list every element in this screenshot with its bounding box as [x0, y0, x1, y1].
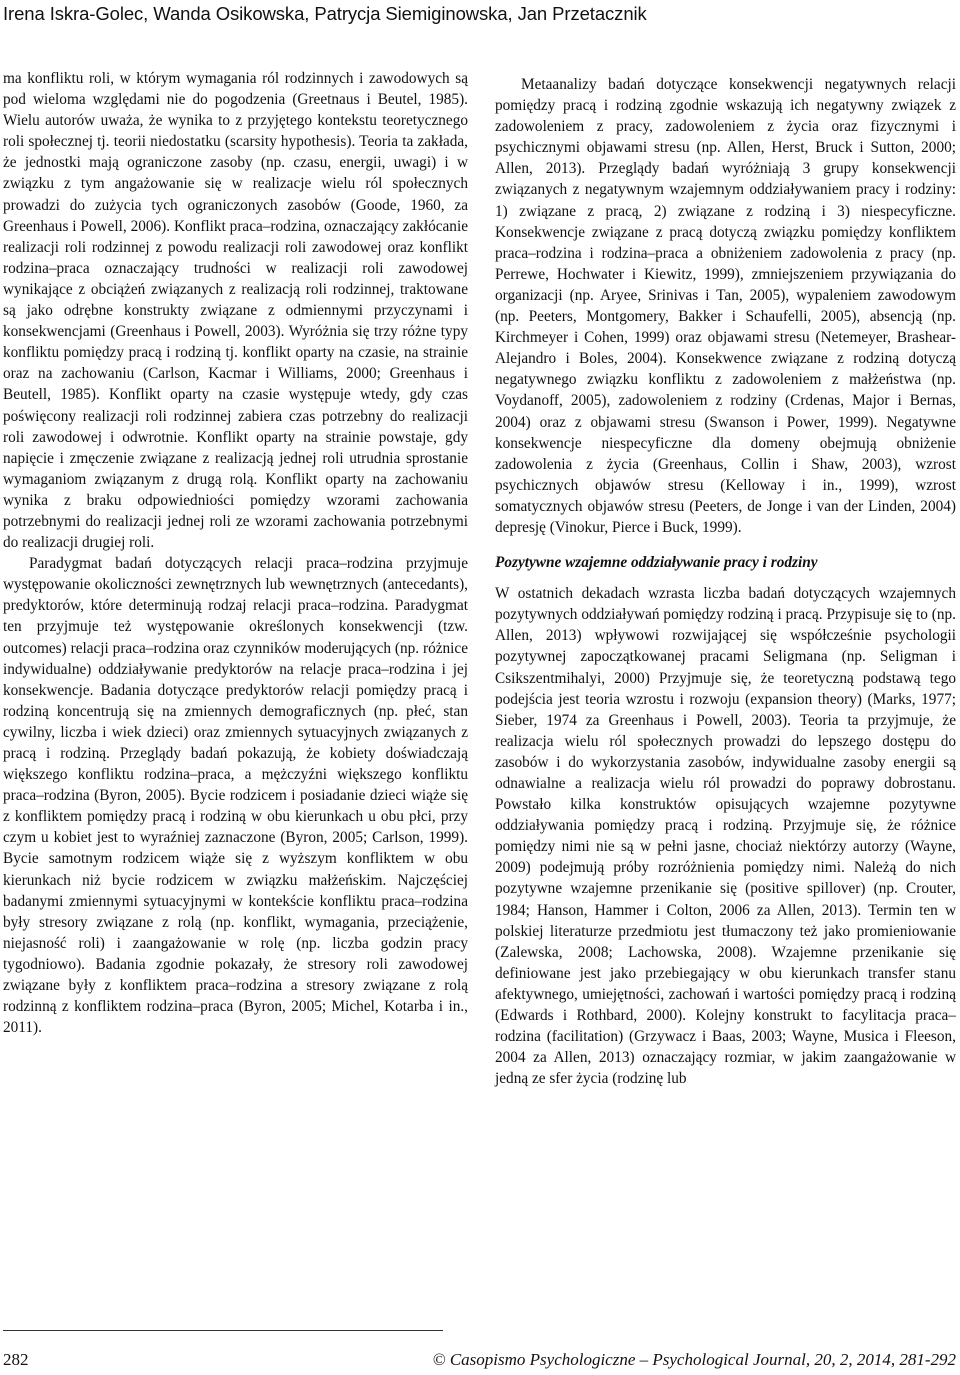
right-column [495, 74, 956, 1089]
section-subheading: Pozytywne wzajemne oddziaływanie pracy i rodziny [495, 554, 818, 572]
running-header [0, 0, 960, 32]
right-paragraph-1: Metaanalizy badań dotyczące konsekwencji negatywnych relacji pomiędzy pracą i rodziną zgodnie wskazują ich negatywny związek z zadowoleniem z pracy, zadowoleniem z życia oraz fizycznymi i psychicznymi objawami stresu (np. Allen, Herst, Bruck i Sutton, 2000; Allen, 2013). Przeglądy badań wyróżniają 3 grupy konsekwencji związanych z negatywnym wzajemnym oddziaływaniem pracy i rodziny: 1) związane z pracą, 2) związane z rodziną i 3) niespecyficzne. Konsekwencje związane z pracą dotyczą związku pomiędzy konfliktem praca–rodzina i rodzina–praca a obniżeniem zadowolenia z pracy (np. Perrewe, Hochwater i Kiewitz, 1999), zmniejszeniem przywiązania do organizacji (np. Aryee, Srinivas i Tan, 2005), wypaleniem zawodowym (np. Peeters, Montgomery, Bakker i Schaufelli, 2005), absencją (np. Kirchmeyer i Cohen, 1999) oraz objawami stresu (Netemeyer, Brashear-Alejandro i Boles, 2004). Konsekwence związane z rodziną dotyczą negatywnego związku konfliktu z zadowoleniem z małżeństwa (np. Voydanoff, 2005), zadowoleniem z rodziny (Crdenas, Major i Bernas, 2004) oraz z objawami stresu (Swanson i Power, 1999). Negatywne konsekwencje niespecyficzne dla domeny obejmują obniżenie zadowolenia z życia (Greenhaus, Collin i Shaw, 2003), wzrost psychicznych objawów stresu (Kelloway i in., 1999), wzrost somatycznych objawów stresu (Peeters, de Jonge i van der Linden, 2004) depresję (Vinokur, Pierce i Buck, 1999). [495, 76, 956, 536]
left-column [3, 68, 468, 1038]
header-authors: Irena Iskra-Golec, Wanda Osikowska, Patrycja Siemiginowska, Jan Przetacznik [3, 3, 647, 24]
right-paragraph-2: W ostatnich dekadach wzrasta liczba badań dotyczących wzajemnych pozytywnych oddziaływań pomiędzy rodziną i pracą. Przypisuje się to (np. Allen, 2013) wpływowi rozwijającej się współcześnie psychologii pozytywnej zapoczątkowanej pracami Seligmana (np. Seligman i Csikszentmihalyi, 2000) Przyjmuje się, że teoretyczną podstawą tego podejścia jest teoria wzrostu i rozwoju (expansion theory) (Marks, 1977; Sieber, 1974 za Greenhaus i Powell, 2003). Teoria ta przyjmuje, że realizacja wielu ról społecznych prowadzi do lepszego dostępu do zasobów i do wykorzystania zasobów, indywidualne zasoby energii są odnawialne a realizacja wielu ról prowadzi do poprawy dobrostanu. Powstało kilka konstruktów opisujących wzajemne pozytywne oddziaływania pomiędzy pracą i rodziną. Przyjmuje się, że różnice pomiędzy nimi nie są w pełni jasne, chociaż niektórzy autorzy (Wayne, 2009) podejmują próby rozróżnienia pomiędzy nimi. Należą do nich pozytywne wzajemne przenikanie się (positive spillover) (np. Crouter, 1984; Hanson, Hammer i Colton, 2006 za Allen, 2013). Termin ten w polskiej literaturze przedmiotu jest tłumaczony też jako promieniowanie (Zalewska, 2008; Lachowska, 2008). Wzajemne przenikanie się definiowane jest jako przebiegający w obu kierunkach transfer stanu afektywnego, umiejętności, zachowań i wartości pomiędzy pracą i rodziną (Edwards i Rothbard, 2000). Kolejny konstrukt to facylitacja praca–rodzina (facilitation) (Grzywacz i Baas, 2003; Wayne, Musica i Fleeson, 2004 za Allen, 2013) oznaczający rozmiar, w jakim zaangażowanie w jedną ze sfer życia (rodzinę lub [495, 585, 956, 1088]
left-paragraph-1: ma konfliktu roli, w którym wymagania ról rodzinnych i zawodowych są pod wieloma względami nie do pogodzenia (Greetnaus i Beutel, 1985). Wielu autorów uważa, że wynika to z przyjętego kontekstu teoretycznego roli społecznej tj. teorii niedostatku (scarsity hypothesis). Teoria ta zakłada, że jednostki mają ograniczone zasoby (np. czasu, energii, uwagi) i w związku z tym angażowanie się w realizacje wielu ról społecznych prowadzi do zużycia tych ograniczonych zasobów (Goode, 1960, za Greenhaus i Powell, 2006). Konflikt praca–rodzina, oznaczający zakłócanie realizacji roli rodzinnej z powodu realizacji roli zawodowej oraz konflikt rodzina–praca oznaczający trudności w realizacji roli zawodowej wynikające z obciążeń związanych z realizacją roli rodzinnej, traktowane są jako odrębne konstrukty związane z odmiennymi przyczynami i konsekwencjami (Greenhaus i Powell, 2003). Wyróżnia się trzy różne typy konfliktu pomiędzy pracą i rodziną tj. konflikt oparty na czasie, na strainie oraz na zachowaniu (Carlson, Kacmar i Williams, 2000; Greenhaus i Beutell, 1985). Konflikt oparty na czasie występuje wtedy, gdy czas poświęcony realizacji roli rodzinnej zabiera czas potrzebny do realizacji roli zawodowej i odwrotnie. Konflikt oparty na strainie powstaje, gdy napięcie i zmęczenie związane z realizacją jednej roli utrudnia sprostanie wymaganiom związanym z drugą rolą. Konflikt oparty na zachowaniu wynika z braku odpowiedniości pomiędzy wzorami zachowania potrzebnymi do realizacji jednej roli ze wzorami zachowania potrzebnymi do realizacji drugiej roli. [3, 70, 468, 552]
left-paragraph-2: Paradygmat badań dotyczących relacji praca–rodzina przyjmuje występowanie okoliczności zewnętrznych lub wewnętrznych (antecedants), predyktorów, które determinują rodzaj relacji praca–rodzina. Paradygmat ten przyjmuje też występowanie określonych konsekwencji (tzw. outcomes) relacji praca–rodzina oraz czynników moderujących (np. różnice indywidualne) oddziaływanie predyktorów na relacje praca–rodzina i jej konsekwencje. Badania dotyczące predyktorów relacji pomiędzy pracą i rodziną koncentrują się na zmiennych demograficznych (np. płeć, stan cywilny, liczba i wiek dzieci) oraz zmiennych sytuacyjnych związanych z pracą i rodziną. Przeglądy badań pokazują, że kobiety doświadczają większego konfliktu rodzina–praca, a mężczyźni większego konfliktu praca–rodzina (Byron, 2005). Bycie rodzicem i posiadanie dzieci wiąże się z konfliktem pomiędzy pracą i rodziną w obu kierunkach u obu płci, przy czym u kobiet jest to wyraźniej zaznaczone (Byron, 2005; Carlson, 1999). Bycie samotnym rodzicem wiąże się z wyższym konfliktem w obu kierunkach niż bycie rodzicem w związku małżeńskim. Najczęściej badanymi zmiennymi sytuacyjnymi w kontekście konfliktu praca–rodzina były stresory związane z rolą (np. konflikt, wymagania, przeciążenie, niejasność roli) i zaangażowanie w rolę (np. liczba godzin pracy tygodniowo). Badania zgodnie pokazały, że stresory roli zawodowej związane były z konfliktem praca–rodzina a stresory związane z rolą rodzinną z konfliktem rodzina–praca (Byron, 2005; Michel, Kotarba i in., 2011). [3, 555, 468, 1037]
footer-rule [3, 1330, 443, 1331]
journal-citation: © Casopismo Psychologiczne – Psychological Journal, 20, 2, 2014, 281-292 [432, 1350, 956, 1369]
page-number: 282 [3, 1350, 29, 1369]
